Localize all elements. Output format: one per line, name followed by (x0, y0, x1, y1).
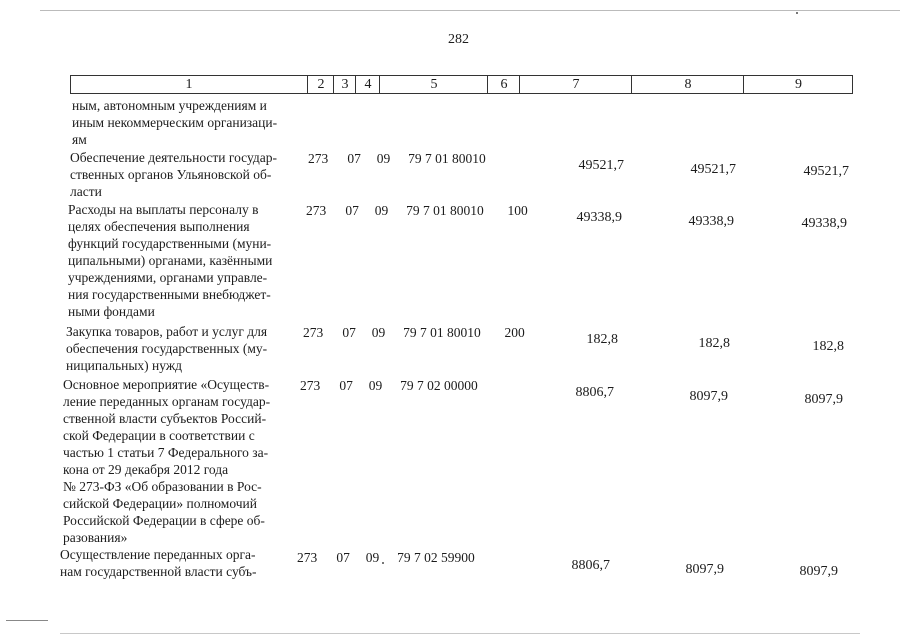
code-target: 79 7 01 80010 (403, 325, 481, 340)
code-section: 07 (345, 203, 359, 218)
value-col-9: 8097,9 (804, 392, 843, 407)
code-section: 07 (336, 550, 350, 565)
table-row-codes (297, 550, 529, 566)
value-col-8: 8097,9 (689, 389, 728, 404)
code-ministry: 273 (303, 325, 324, 340)
table-row-codes (303, 325, 535, 341)
code-subsection: 09 (374, 203, 389, 218)
description-line: ской Федерации в соответствии с (63, 428, 255, 443)
code-ministry: 273 (300, 378, 321, 393)
scan-edge-bottom (6, 620, 48, 621)
value-col-9: 182,8 (812, 339, 844, 354)
code-target: 79 7 02 59900 (397, 550, 475, 565)
description-line: ласти (70, 184, 102, 199)
description-line: ям (72, 132, 87, 147)
description-line: нам государственной власти субъ- (60, 564, 257, 579)
header-col-4: 4 (355, 76, 380, 93)
value-col-8: 49338,9 (688, 214, 734, 229)
value-col-9: 49338,9 (801, 216, 847, 231)
description-line: Закупка товаров, работ и услуг для (66, 324, 268, 339)
code-ministry: 273 (308, 151, 329, 166)
description-line: целях обеспечения выполнения (68, 219, 250, 234)
code-target: 79 7 02 00000 (400, 378, 478, 393)
scan-edge-bottom-faint (60, 633, 860, 634)
code-expense-type: 100 (507, 203, 528, 218)
description-line: разования» (63, 530, 128, 545)
table-row-description (68, 201, 300, 320)
description-line: частью 1 статьи 7 Федерального за- (63, 445, 269, 460)
header-col-2: 2 (307, 76, 334, 93)
description-line: ными фондами (68, 304, 155, 319)
scan-speck (796, 12, 798, 14)
description-line: Российской Федерации в сфере об- (63, 513, 265, 528)
code-subsection: 09 (371, 325, 386, 340)
code-subsection: 09 (368, 378, 383, 393)
table-header (70, 75, 853, 94)
page-number: 282 (448, 32, 469, 47)
table-row-codes (300, 378, 532, 394)
value-col-7: 8806,7 (575, 385, 614, 400)
description-line: Осуществление переданных орга- (60, 547, 256, 562)
header-col-8: 8 (631, 76, 744, 93)
value-col-7: 182,8 (586, 332, 618, 347)
table-row-description (63, 376, 295, 546)
value-col-8: 49521,7 (690, 162, 736, 177)
code-expense-type: 200 (504, 325, 525, 340)
value-col-7: 8806,7 (571, 558, 610, 573)
description-line: учреждениями, органами управле- (68, 270, 268, 285)
value-col-9: 8097,9 (799, 564, 838, 579)
description-line: Обеспечение деятельности государ- (70, 150, 278, 165)
code-ministry: 273 (306, 203, 327, 218)
header-col-5: 5 (379, 76, 488, 93)
header-col-7: 7 (519, 76, 632, 93)
header-col-6: 6 (487, 76, 520, 93)
scan-edge-top (40, 10, 900, 11)
code-section: 07 (342, 325, 356, 340)
table-row-codes (308, 151, 540, 167)
description-line: № 273-ФЗ «Об образовании в Рос- (63, 479, 262, 494)
description-line: ственной власти субъектов Россий- (63, 411, 267, 426)
value-col-9: 49521,7 (803, 164, 849, 179)
table-row-description (72, 97, 304, 148)
description-line: Расходы на выплаты персоналу в (68, 202, 259, 217)
table-row-description (60, 546, 292, 580)
description-line: ственных органов Ульяновской об- (70, 167, 272, 182)
code-ministry: 273 (297, 550, 318, 565)
header-col-1: 1 (185, 77, 193, 92)
description-line: функций государственными (муни- (68, 236, 272, 251)
description-line: иным некоммерческим организаци- (72, 115, 278, 130)
table-row-codes (306, 203, 538, 219)
value-col-7: 49338,9 (576, 210, 622, 225)
description-line: обеспечения государственных (му- (66, 341, 268, 356)
table-row-description (66, 323, 298, 374)
description-line: ниципальных) нужд (66, 358, 183, 373)
code-subsection: 09 (365, 550, 380, 565)
scan-speck (382, 562, 384, 564)
description-line: Основное мероприятие «Осуществ- (63, 377, 270, 392)
code-section: 07 (347, 151, 361, 166)
value-col-8: 8097,9 (685, 562, 724, 577)
table-row-description (70, 149, 302, 200)
code-target: 79 7 01 80010 (406, 203, 484, 218)
header-col-9: 9 (743, 76, 853, 93)
description-line: ния государственными внебюджет- (68, 287, 271, 302)
description-line: сийской Федерации» полномочий (63, 496, 257, 511)
description-line: ление переданных органам государ- (63, 394, 271, 409)
description-line: кона от 29 декабря 2012 года (63, 462, 229, 477)
description-line: ным, автономным учреждениям и (72, 98, 267, 113)
code-section: 07 (339, 378, 353, 393)
value-col-7: 49521,7 (578, 158, 624, 173)
value-col-8: 182,8 (698, 336, 730, 351)
code-subsection: 09 (376, 151, 391, 166)
code-target: 79 7 01 80010 (408, 151, 486, 166)
header-col-3: 3 (333, 76, 356, 93)
description-line: ципальными) органами, казёнными (68, 253, 273, 268)
